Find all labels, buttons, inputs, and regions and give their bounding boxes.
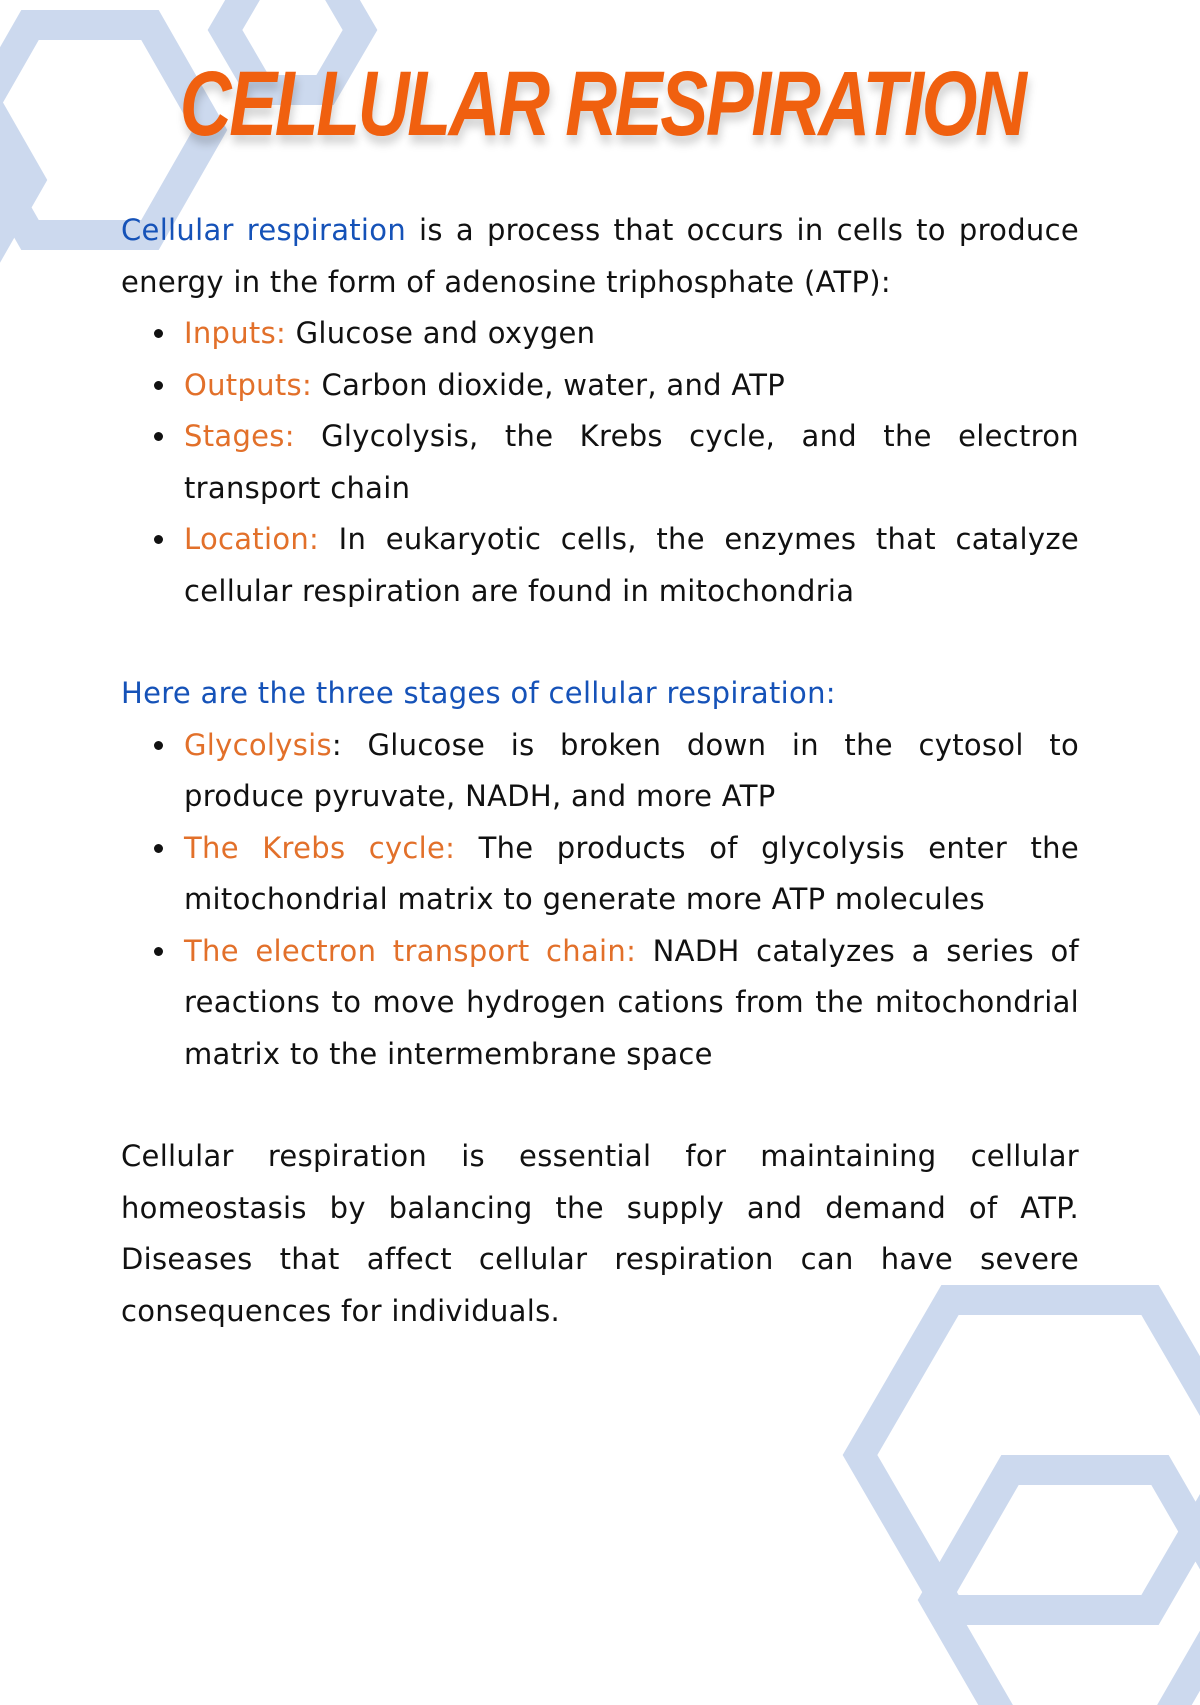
intro-paragraph bbox=[121, 205, 1079, 308]
stage-text: NADH catalyzes a series of reactions to move hydrogen cations from the mitochondrial matrix to the intermembrane space bbox=[184, 933, 1079, 1071]
stage-label: The Krebs cycle: bbox=[184, 830, 456, 865]
page-title: CELLULAR RESPIRATION bbox=[179, 53, 1025, 155]
fact-text: Glycolysis, the Krebs cycle, and the electron transport chain bbox=[184, 419, 1079, 505]
bullet-icon bbox=[154, 844, 163, 853]
facts-list bbox=[121, 308, 1079, 617]
bullet-icon bbox=[154, 329, 163, 338]
fact-label: Location: bbox=[184, 522, 320, 556]
list-item bbox=[121, 926, 1079, 1081]
fact-label: Outputs: bbox=[184, 367, 313, 402]
intro-text: is a process that occurs in cells to produce energy in the form of adenosine triphosphate (ATP): bbox=[121, 213, 1079, 299]
bullet-icon bbox=[154, 535, 163, 544]
stage-label: Glycolysis bbox=[184, 727, 332, 762]
list-item bbox=[121, 360, 1079, 412]
fact-text: Carbon dioxide, water, and ATP bbox=[312, 367, 786, 402]
list-item bbox=[121, 514, 1079, 617]
conclusion-paragraph: Cellular respiration is essential for maintaining cellular homeostasis by balancing the supply and demand of ATP. Diseases that affect cellular respiration can have severe consequences for individuals. bbox=[121, 1139, 1079, 1328]
stage-text: : Glucose is broken down in the cytosol to produce pyruvate, NADH, and more ATP bbox=[184, 727, 1079, 813]
list-item bbox=[121, 411, 1079, 514]
bullet-icon bbox=[154, 741, 163, 750]
list-item bbox=[121, 308, 1079, 360]
list-item bbox=[121, 720, 1079, 823]
intro-highlight: Cellular respiration bbox=[121, 213, 407, 247]
spacer bbox=[121, 617, 1079, 668]
bullet-icon bbox=[154, 947, 163, 956]
bullet-icon bbox=[154, 432, 163, 441]
document-body bbox=[121, 205, 1079, 1337]
fact-label: Inputs: bbox=[184, 316, 287, 350]
stages-list bbox=[121, 720, 1079, 1081]
fact-text: In eukaryotic cells, the enzymes that catalyze cellular respiration are found in mitochondria bbox=[184, 522, 1079, 608]
stage-label: The electron transport chain: bbox=[184, 933, 637, 968]
fact-label: Stages: bbox=[184, 419, 295, 453]
bullet-icon bbox=[154, 381, 163, 390]
fact-text: Glucose and oxygen bbox=[286, 316, 596, 350]
spacer bbox=[121, 1080, 1079, 1131]
list-item bbox=[121, 823, 1079, 926]
stage-text: The products of glycolysis enter the mitochondrial matrix to generate more ATP molecules bbox=[184, 830, 1079, 916]
stages-heading: Here are the three stages of cellular respiration: bbox=[121, 676, 836, 710]
